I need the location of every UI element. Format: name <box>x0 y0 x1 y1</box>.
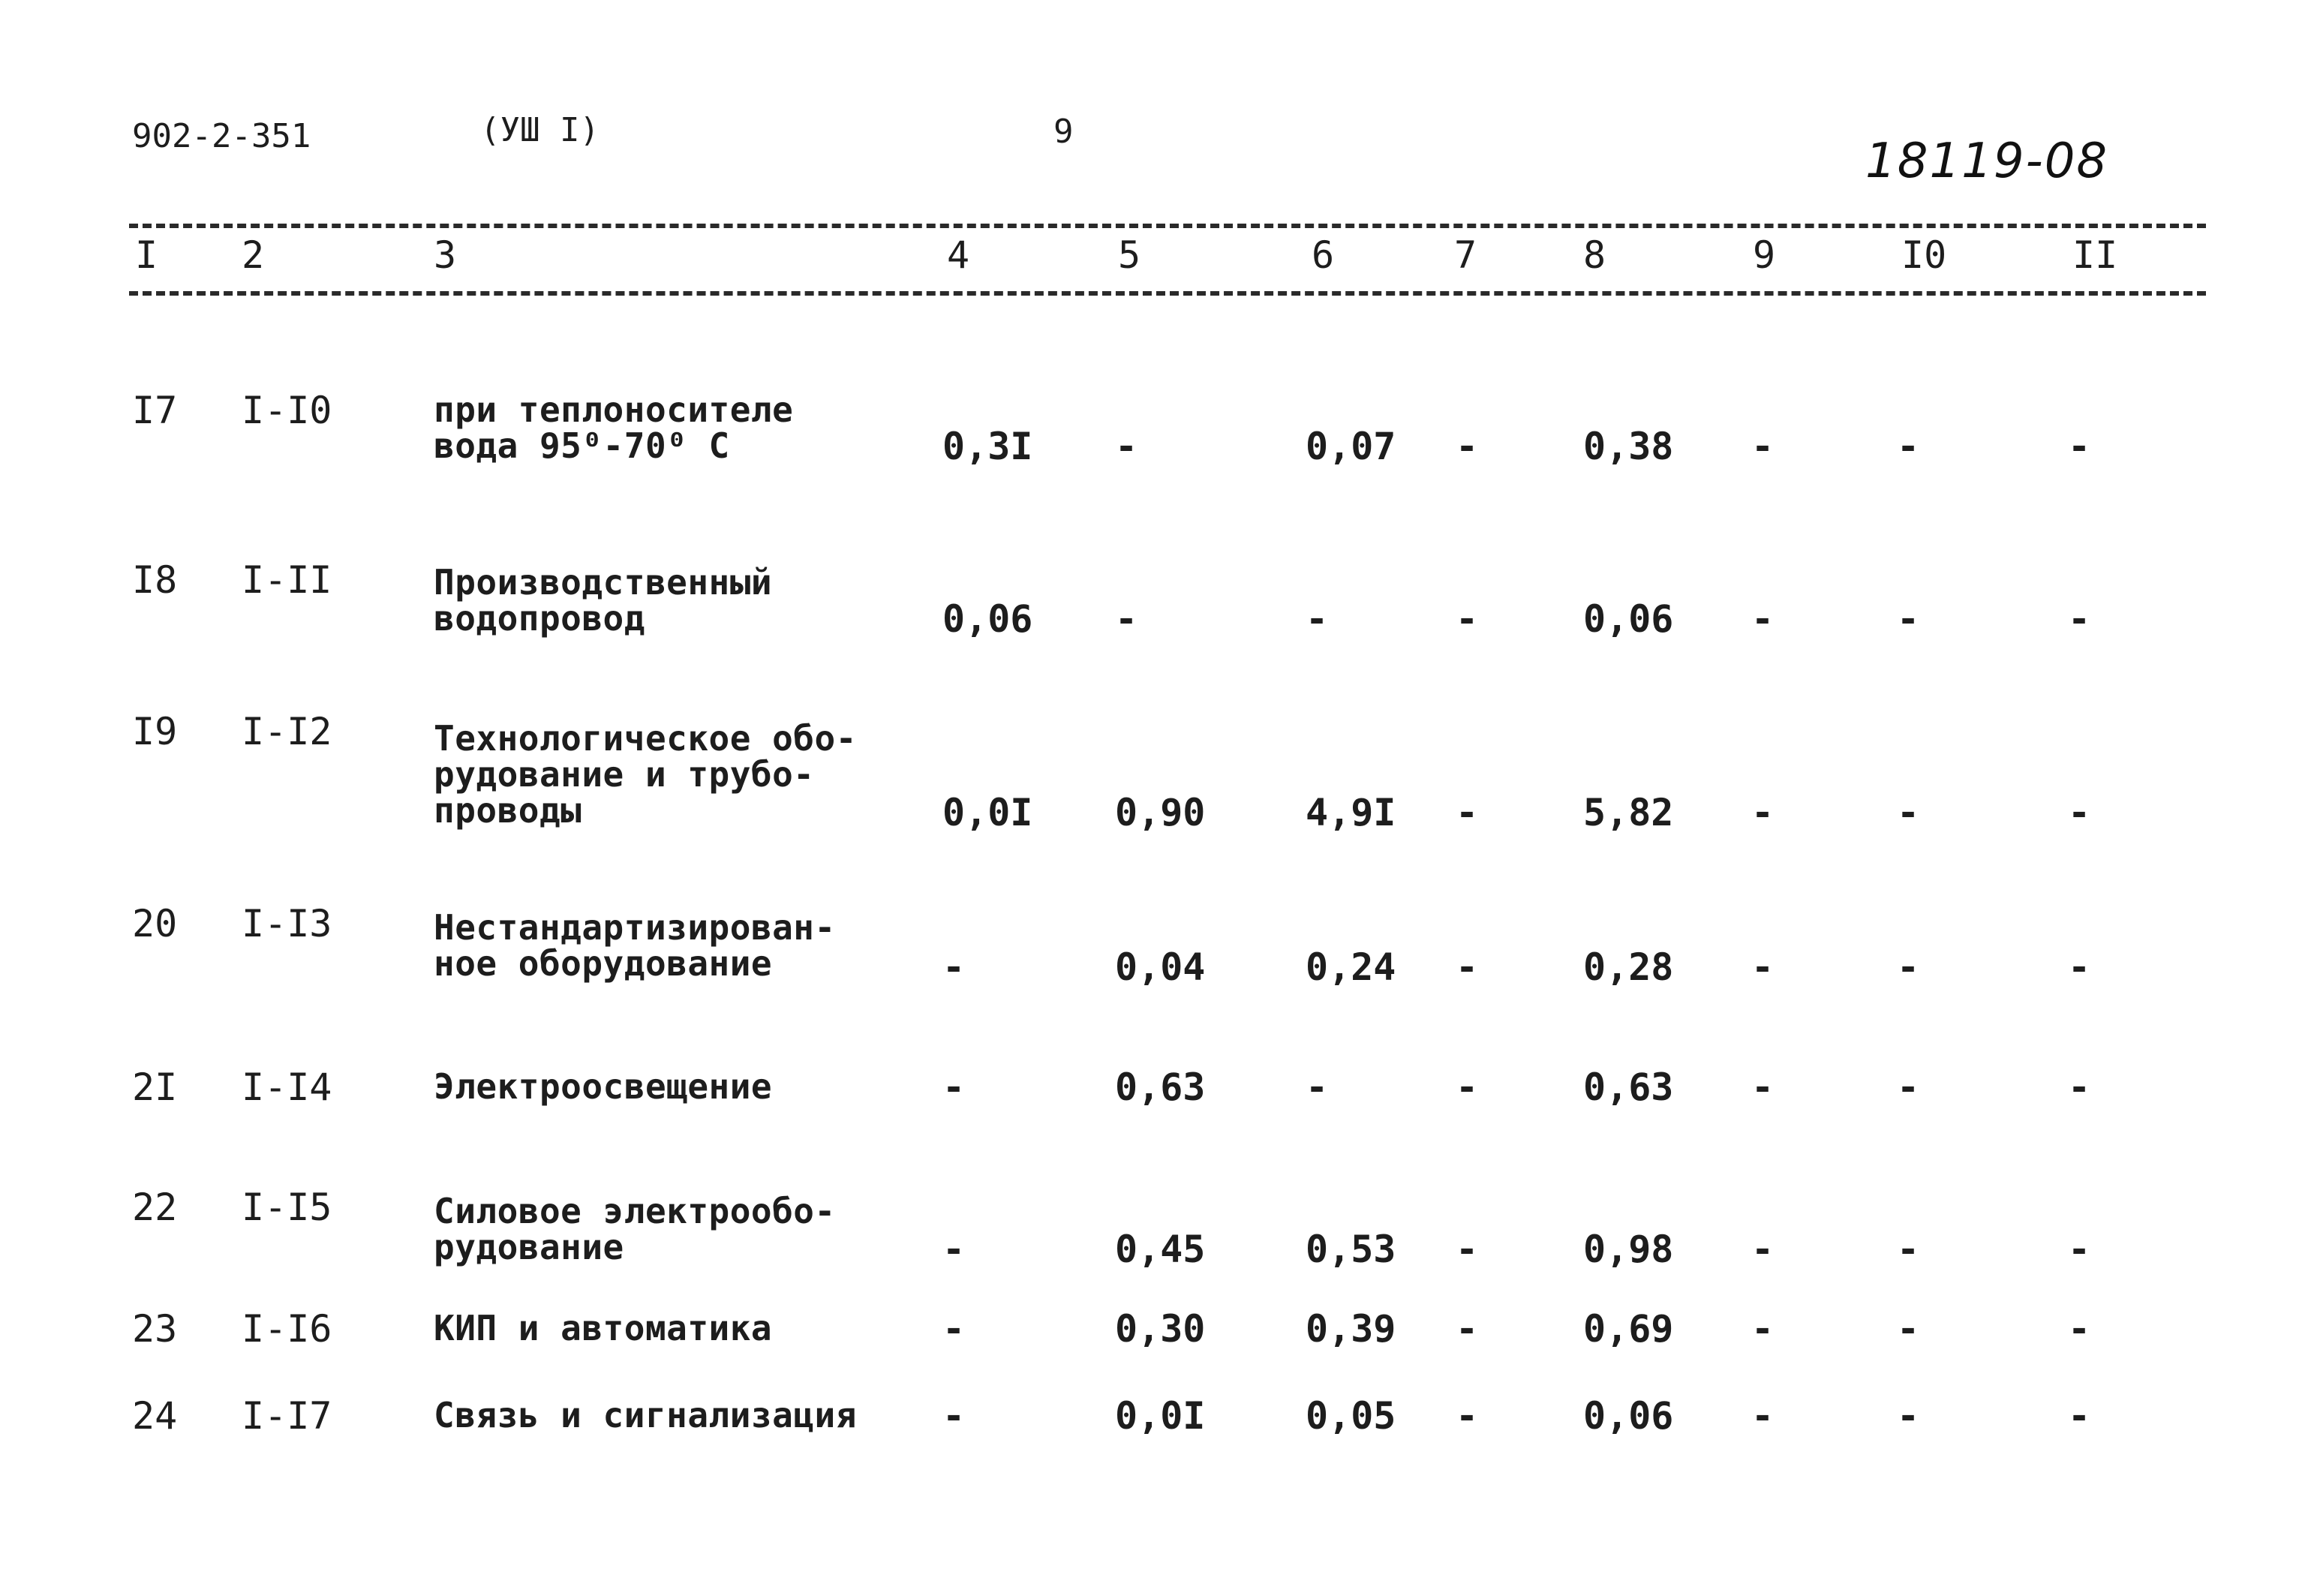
row-value-c7: - <box>1456 425 1479 468</box>
row-description: Связь и сигнализация <box>434 1395 857 1435</box>
row-value-c11: - <box>2068 945 2091 989</box>
row-number: 22 <box>132 1186 178 1229</box>
row-value-c7: - <box>1456 945 1479 989</box>
row-number: 20 <box>132 902 178 945</box>
row-description: Нестандартизирован- ное оборудование <box>434 907 836 984</box>
row-number: 2I <box>132 1066 178 1109</box>
row-value-c10: - <box>1897 597 1920 641</box>
row-value-c5: 0,04 <box>1115 945 1206 989</box>
column-header: I0 <box>1901 233 1947 277</box>
row-code: I-I0 <box>242 389 332 432</box>
row-value-c9: - <box>1751 945 1775 989</box>
row-value-c5: 0,90 <box>1115 791 1206 834</box>
row-value-c11: - <box>2068 1066 2091 1109</box>
row-value-c7: - <box>1456 791 1479 834</box>
row-code: I-I5 <box>242 1186 332 1229</box>
column-header: 3 <box>434 233 457 277</box>
column-header: 7 <box>1454 233 1477 277</box>
handwritten-stamp: 18119-08 <box>1865 134 2109 189</box>
header-rule-bottom <box>129 291 2206 296</box>
row-code: I-I4 <box>242 1066 332 1109</box>
row-value-c5: 0,0I <box>1115 1394 1206 1438</box>
row-value-c6: - <box>1306 1066 1329 1109</box>
column-header: II <box>2072 233 2118 277</box>
row-description: при теплоносителе вода 95⁰-70⁰ С <box>434 389 794 466</box>
row-value-c7: - <box>1456 1307 1479 1351</box>
row-value-c4: - <box>942 1066 966 1109</box>
row-value-c10: - <box>1897 791 1920 834</box>
row-value-c6: 0,39 <box>1306 1307 1396 1351</box>
row-value-c4: - <box>942 1394 966 1438</box>
row-code: I-I7 <box>242 1394 332 1438</box>
row-value-c10: - <box>1897 945 1920 989</box>
row-value-c4: 0,06 <box>942 597 1033 641</box>
row-value-c9: - <box>1751 1307 1775 1351</box>
row-value-c5: 0,45 <box>1115 1228 1206 1271</box>
row-value-c8: 0,69 <box>1583 1307 1674 1351</box>
row-value-c6: 4,9I <box>1306 791 1396 834</box>
column-header: I <box>135 233 158 277</box>
row-value-c8: 0,63 <box>1583 1066 1674 1109</box>
row-value-c6: 0,24 <box>1306 945 1396 989</box>
column-header: 8 <box>1583 233 1606 277</box>
row-value-c9: - <box>1751 425 1775 468</box>
row-value-c10: - <box>1897 1066 1920 1109</box>
row-value-c7: - <box>1456 1228 1479 1271</box>
column-header: 4 <box>947 233 970 277</box>
row-number: 23 <box>132 1307 178 1351</box>
row-value-c11: - <box>2068 1307 2091 1351</box>
row-value-c9: - <box>1751 1228 1775 1271</box>
column-header: 5 <box>1118 233 1141 277</box>
row-value-c6: 0,05 <box>1306 1394 1396 1438</box>
row-value-c4: 0,3I <box>942 425 1033 468</box>
row-value-c9: - <box>1751 1394 1775 1438</box>
row-value-c9: - <box>1751 1066 1775 1109</box>
row-value-c6: 0,07 <box>1306 425 1396 468</box>
column-header: 6 <box>1312 233 1335 277</box>
row-value-c8: 0,38 <box>1583 425 1674 468</box>
row-value-c11: - <box>2068 791 2091 834</box>
row-number: I8 <box>132 558 178 602</box>
column-header: 9 <box>1753 233 1776 277</box>
column-header: 2 <box>242 233 265 277</box>
row-number: I7 <box>132 389 178 432</box>
row-description: Технологическое обо- рудование и трубо- проводы <box>434 718 857 831</box>
row-value-c4: 0,0I <box>942 791 1033 834</box>
row-value-c10: - <box>1897 1394 1920 1438</box>
row-value-c8: 5,82 <box>1583 791 1674 834</box>
row-code: I-I3 <box>242 902 332 945</box>
row-value-c11: - <box>2068 597 2091 641</box>
row-description: КИП и автоматика <box>434 1308 773 1348</box>
row-value-c9: - <box>1751 791 1775 834</box>
page-number: 9 <box>1053 113 1074 151</box>
row-value-c8: 0,28 <box>1583 945 1674 989</box>
row-value-c6: 0,53 <box>1306 1228 1396 1271</box>
row-value-c4: - <box>942 945 966 989</box>
row-value-c7: - <box>1456 1394 1479 1438</box>
row-description: Электроосвещение <box>434 1066 773 1107</box>
row-description: Силовое электрообо- рудование <box>434 1191 836 1267</box>
row-value-c8: 0,06 <box>1583 1394 1674 1438</box>
row-value-c7: - <box>1456 597 1479 641</box>
row-code: I-II <box>242 558 332 602</box>
doc-code: 902-2-351 <box>132 117 311 155</box>
row-value-c8: 0,06 <box>1583 597 1674 641</box>
row-code: I-I2 <box>242 710 332 753</box>
row-value-c6: - <box>1306 597 1329 641</box>
row-value-c5: - <box>1115 597 1138 641</box>
row-value-c5: 0,30 <box>1115 1307 1206 1351</box>
row-description: Производственный водопровод <box>434 562 773 639</box>
row-value-c11: - <box>2068 1228 2091 1271</box>
section-label: (УШ I) <box>480 111 600 149</box>
row-value-c11: - <box>2068 425 2091 468</box>
row-value-c5: - <box>1115 425 1138 468</box>
row-value-c7: - <box>1456 1066 1479 1109</box>
row-value-c11: - <box>2068 1394 2091 1438</box>
row-value-c4: - <box>942 1228 966 1271</box>
row-value-c10: - <box>1897 1307 1920 1351</box>
row-code: I-I6 <box>242 1307 332 1351</box>
row-value-c9: - <box>1751 597 1775 641</box>
row-value-c5: 0,63 <box>1115 1066 1206 1109</box>
row-value-c8: 0,98 <box>1583 1228 1674 1271</box>
row-number: I9 <box>132 710 178 753</box>
row-number: 24 <box>132 1394 178 1438</box>
row-value-c10: - <box>1897 425 1920 468</box>
row-value-c4: - <box>942 1307 966 1351</box>
header-rule-top <box>129 224 2206 228</box>
row-value-c10: - <box>1897 1228 1920 1271</box>
